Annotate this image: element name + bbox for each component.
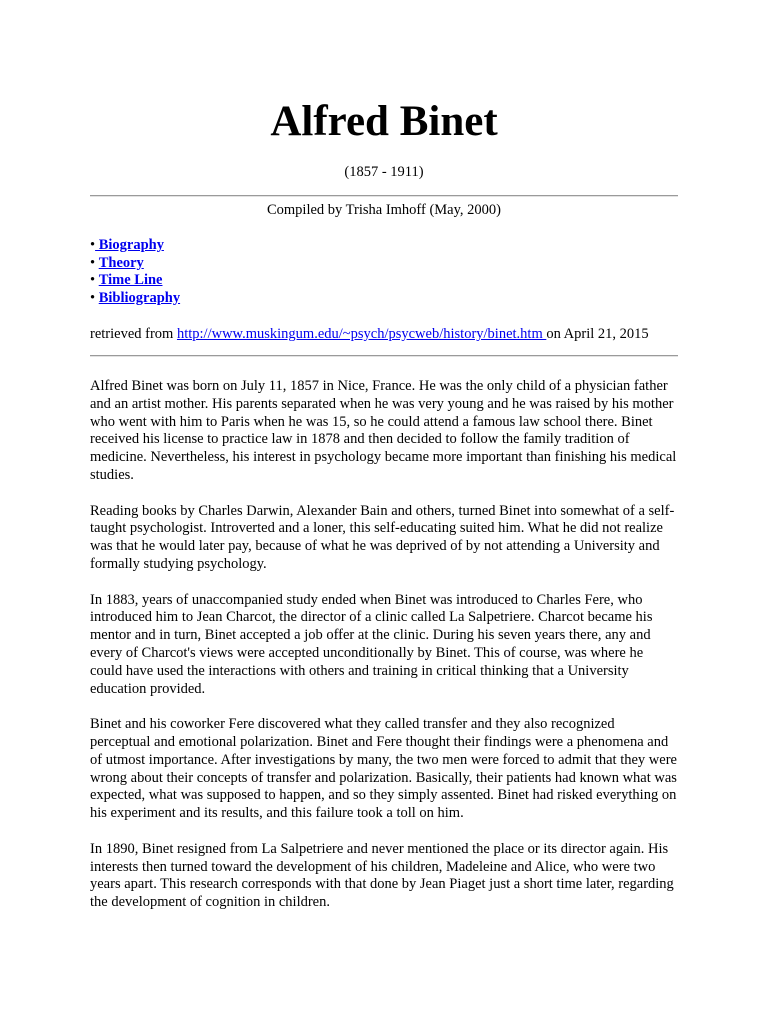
table-of-contents (90, 237, 180, 307)
bullet-icon: • (90, 254, 96, 271)
bullet-icon: • (90, 289, 96, 306)
toc-item-theory (90, 255, 180, 273)
page-title: Alfred Binet (270, 98, 498, 145)
paragraph: In 1883, years of unaccompanied study ended when Binet was introduced to Charles Fere, who introduced him to Jean Charcot, the director of a clinic called La Salpetriere. Charcot became his mentor and in turn, Binet accepted a job offer at the clinic. During his seven years there, any and every of Charcot's views were accepted unconditionally by Binet. This of course, was where he could have used the interactions with others and training in critical thinking that a University education provided. (90, 591, 653, 697)
toc-item-time-line (90, 272, 180, 290)
source-prefix: retrieved from (90, 326, 177, 342)
toc-item-bibliography (90, 290, 180, 308)
time-line-link[interactable]: Time Line (98, 272, 163, 289)
biography-body (90, 378, 678, 930)
paragraph: Alfred Binet was born on July 11, 1857 in Nice, France. He was the only child of a physician father and an artist mother. His parents separated when he was very young and he was raised by his mother who went with him to Paris when he was 15, so he could attend a famous law school there. Binet received his license to practice law in 1878 and then decided to follow the family tradition of medicine. Nevertheless, his interest in psychology became more important than finishing his medical studies. (90, 378, 677, 483)
theory-link[interactable]: Theory (98, 254, 144, 271)
horizontal-rule-top (90, 195, 678, 197)
life-dates: (1857 - 1911) (344, 164, 424, 180)
toc-item-biography (90, 237, 180, 255)
source-url-link[interactable]: http://www.muskingum.edu/~psych/psycweb/history/binet.htm (176, 326, 547, 342)
source-suffix: on April 21, 2015 (546, 326, 649, 342)
bullet-icon: • (90, 237, 96, 253)
paragraph: Binet and his coworker Fere discovered what they called transfer and they also recognized perceptual and emotional polarization. Binet and Fere thought their findings were a phenomena and of utmost importance. After investigations by many, the two men were forced to admit that they were wrong about their concepts of transfer and polarization. Basically, their patients had known what was expected, what was supposed to happen, and so they simply assented. Binet had risked everything on his experiment and its results, and this failure took a toll on him. (90, 716, 677, 822)
source-citation (90, 325, 690, 343)
paragraph: In 1890, Binet resigned from La Salpetriere and never mentioned the place or its director again. His interests then turned toward the development of his children, Madeleine and Alice, who were two years apart. This research corresponds with that done by Jean Piaget just a short time later, regarding the development of cognition in children. (90, 840, 674, 911)
horizontal-rule-bottom (90, 355, 678, 357)
paragraph: Reading books by Charles Darwin, Alexander Bain and others, turned Binet into somewhat of a self-taught psychologist. Introverted and a loner, this self-educating suited him. What he did not realize was that he would later pay, because of what he was deprived of by not attending a University and formally studying psychology. (90, 502, 675, 572)
compiled-by-line: Compiled by Trisha Imhoff (May, 2000) (266, 202, 501, 218)
bullet-icon: • (90, 272, 96, 289)
bibliography-link[interactable]: Bibliography (98, 289, 181, 306)
biography-link[interactable]: Biography (95, 237, 164, 253)
